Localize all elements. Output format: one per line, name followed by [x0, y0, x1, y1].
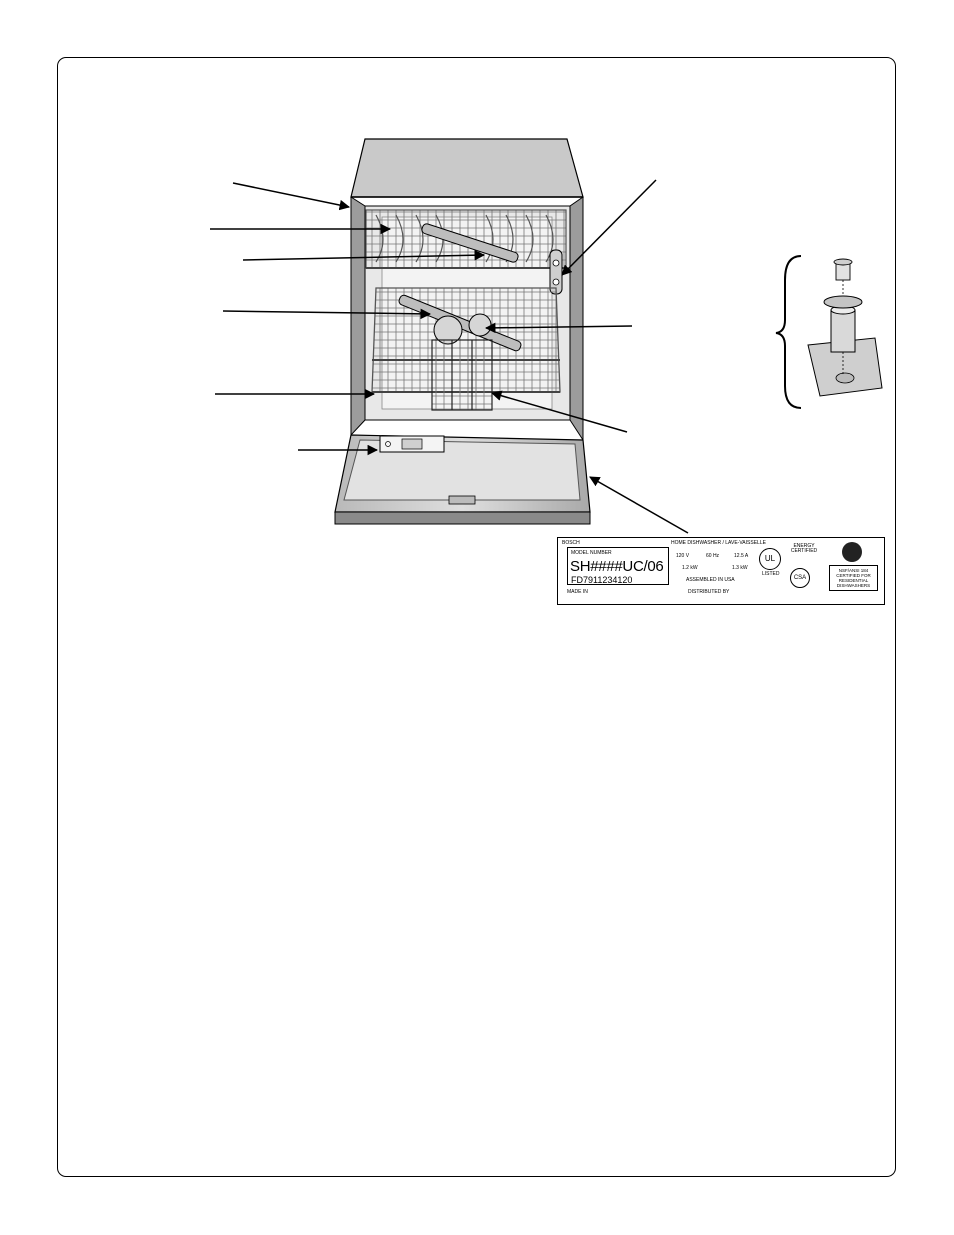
rating-1: 120 V	[676, 553, 690, 559]
csa-mark: CSA	[790, 568, 810, 588]
certification-seal-icon	[842, 542, 862, 562]
ul-listed: LISTED	[762, 571, 780, 577]
label-header-line: HOME DISHWASHER / LAVE-VAISSELLE	[671, 540, 766, 546]
serial-number: FD7911234120	[571, 575, 633, 585]
rating-3: 12.5 A	[734, 553, 749, 559]
energy-text: ENERGY CERTIFIED	[790, 543, 818, 554]
wattage-1: 1.2 kW	[682, 565, 698, 571]
assembled-text: ASSEMBLED IN USA	[686, 577, 735, 583]
callout-arrow-tub-top	[233, 183, 349, 207]
nsf-badge: NSF/ANSI 184 CERTIFIED FOR RESIDENTIAL DISHWASHERS	[829, 565, 878, 591]
filter-coarse	[469, 314, 491, 336]
distributed-text: DISTRIBUTED BY	[688, 589, 730, 595]
made-in: MADE IN	[567, 589, 588, 595]
brace	[776, 256, 801, 408]
door-handle	[449, 496, 475, 504]
upper-rack	[366, 210, 566, 268]
wattage-2: 1.3 kW	[732, 565, 748, 571]
rating-label	[557, 537, 885, 605]
rating-2: 60 Hz	[706, 553, 720, 559]
filter-assembly-inset	[776, 256, 882, 408]
model-caption: MODEL NUMBER	[571, 550, 612, 556]
top-panel	[351, 139, 583, 197]
model-number: SH####UC/06	[570, 558, 664, 575]
label-brand: BOSCH	[562, 540, 580, 546]
silverware-basket	[432, 340, 492, 410]
model-number-box	[567, 547, 669, 585]
callout-arrow-rating-label	[590, 477, 688, 533]
ul-mark: UL	[759, 548, 781, 570]
dishwasher-door	[335, 435, 590, 524]
lower-rack	[372, 288, 560, 410]
